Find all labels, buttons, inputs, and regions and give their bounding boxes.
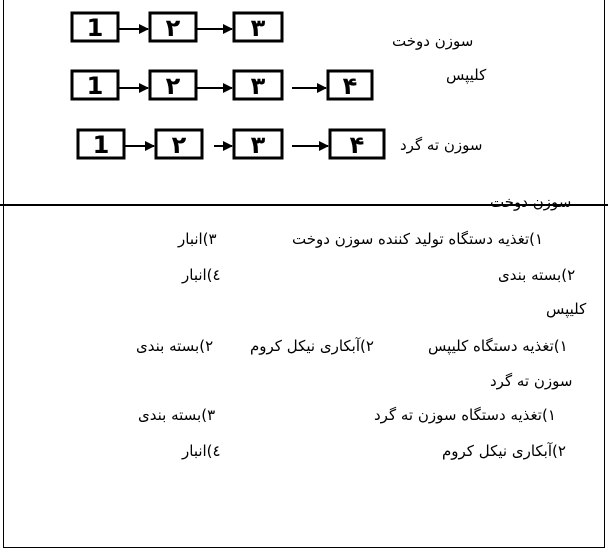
flow-row-1	[72, 13, 282, 42]
flow-diagram	[0, 0, 608, 205]
cl-step-1: ۱)تغذیه دستگاه کلیپس	[428, 337, 568, 355]
flow-step-label: ۳	[250, 14, 266, 42]
flow-step-label: 1	[92, 131, 110, 159]
flow-step-label: ۴	[342, 72, 358, 100]
flow-step-label: ۴	[349, 131, 365, 159]
sozan-dokht-heading: سوزن دوخت	[490, 193, 572, 211]
sd-step-3: ۳)انبار	[178, 230, 217, 248]
flow-step-label: ۲	[165, 72, 181, 100]
sd-step-2: ۲)بسته بندی	[498, 266, 576, 284]
flow-row-2-label: کلیپس	[446, 66, 487, 84]
clips-heading: کلیپس	[546, 300, 587, 318]
cl-step-2: ۲)آبکاری نیکل کروم	[250, 337, 374, 355]
tg-step-2: ۲)آبکاری نیکل کروم	[442, 442, 566, 460]
flow-row-3	[78, 130, 384, 159]
flow-step-label: 1	[86, 72, 104, 100]
sd-step-4: ٤)انبار	[182, 266, 221, 284]
tg-step-3: ۳)بسته بندی	[138, 406, 216, 424]
flow-row-1-label: سوزن دوخت	[392, 32, 474, 50]
tehgerd-heading: سوزن ته گرد	[490, 372, 573, 390]
flow-step-label: ۲	[171, 131, 187, 159]
flow-row-2	[72, 71, 372, 100]
tg-step-1: ۱)تغذیه دستگاه سوزن ته گرد	[374, 406, 556, 424]
flow-step-label: ۳	[250, 72, 266, 100]
cl-step-3: ۲)بسته بندی	[136, 337, 214, 355]
sd-step-1: ۱)تغذیه دستگاه تولید کننده سوزن دوخت	[292, 230, 544, 248]
flow-step-label: 1	[86, 14, 104, 42]
flow-step-label: ۳	[250, 131, 266, 159]
flow-step-label: ۲	[165, 14, 181, 42]
tg-step-4: ٤)انبار	[182, 442, 221, 460]
flow-row-3-label: سوزن ته گرد	[400, 136, 483, 154]
